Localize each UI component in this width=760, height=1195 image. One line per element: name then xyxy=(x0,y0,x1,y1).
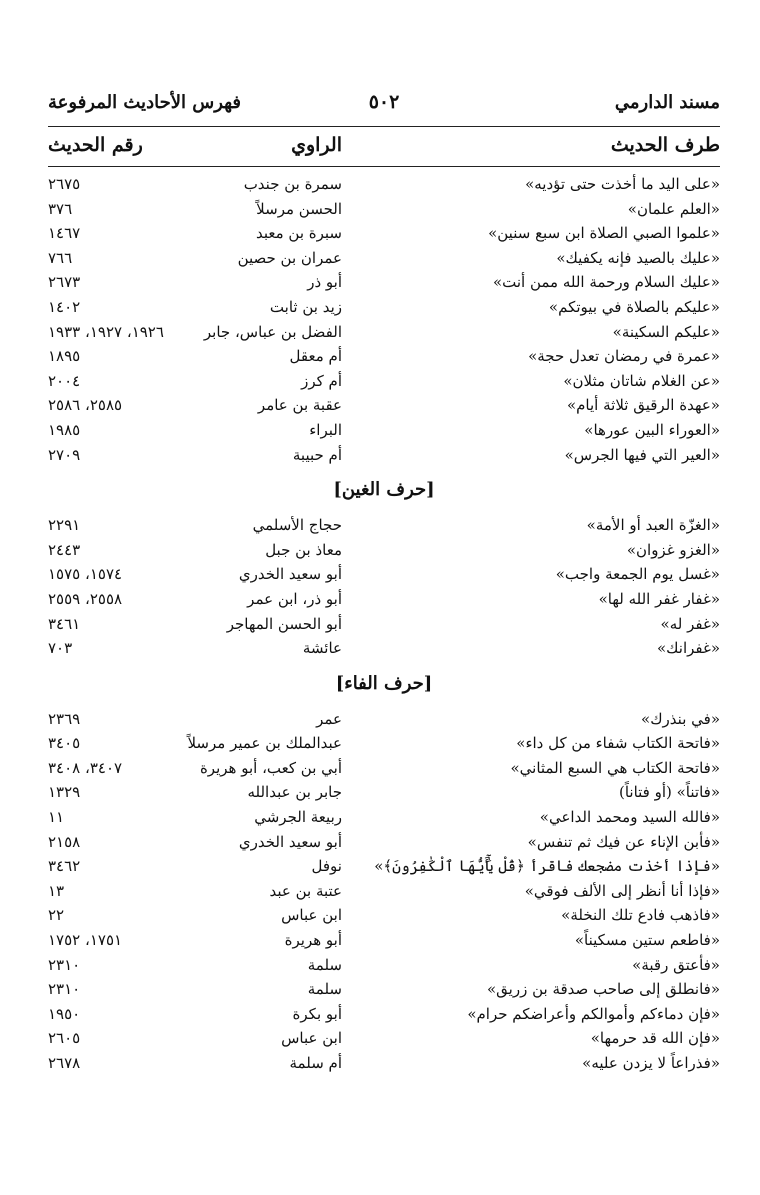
narrator-name: أم معقل xyxy=(289,347,342,366)
hadith-text: «فالله السيد ومحمد الداعي» xyxy=(539,808,720,827)
column-header-hadith: طرف الحديث xyxy=(610,134,720,156)
hadith-number: ٢٥٨٥، ٢٥٨٦ xyxy=(48,396,123,415)
hadith-number: ١٩٥٠ xyxy=(48,1004,81,1023)
narrator-name: ربيعة الجرشي xyxy=(254,808,342,827)
hadith-number: ١٤٠٢ xyxy=(48,297,81,316)
narrator-name: سبرة بن معبد xyxy=(255,224,342,243)
header-rule xyxy=(48,126,720,127)
hadith-number: ١٤٦٧ xyxy=(48,224,81,243)
narrator-name: زيد بن ثابت xyxy=(269,297,342,316)
hadith-text: «فأبن الإناء عن فيك ثم تنفس» xyxy=(527,832,720,851)
hadith-number: ١١ xyxy=(48,808,65,827)
hadith-number: ٢٧٠٩ xyxy=(48,445,81,464)
hadith-number: ٢٦٠٥ xyxy=(48,1029,81,1048)
index-row xyxy=(48,756,720,781)
index-row xyxy=(48,805,720,830)
hadith-number: ١٣٢٩ xyxy=(48,783,81,802)
hadith-number: ١٩٨٥ xyxy=(48,420,81,439)
hadith-number: ٢٤٤٣ xyxy=(48,540,81,559)
hadith-number: ٢٦٧٥ xyxy=(48,175,81,193)
hadith-text: «الغزو غزوان» xyxy=(626,540,720,559)
narrator-name: نوفل xyxy=(311,857,342,876)
narrator-name: عتبة بن عبد xyxy=(269,881,342,900)
index-row xyxy=(48,879,720,904)
index-row xyxy=(48,246,720,271)
hadith-text: «علموا الصبي الصلاة ابن سبع سنين» xyxy=(488,224,720,243)
hadith-text: «فإن الله قد حرمها» xyxy=(590,1029,720,1048)
hadith-text: «عليك السلام ورحمة الله ممن أنت» xyxy=(492,273,720,292)
hadith-text: «عليكم السكينة» xyxy=(612,322,720,341)
hadith-text: «العلم علمان» xyxy=(627,199,720,218)
hadith-number: ٣٤٠٧، ٣٤٠٨ xyxy=(48,758,123,777)
index-row xyxy=(48,172,720,197)
running-header xyxy=(48,87,720,117)
index-row xyxy=(48,344,720,369)
narrator-name: أبو هريرة xyxy=(284,931,342,950)
book-title: مسند الدارمي xyxy=(614,91,720,113)
index-row xyxy=(48,1002,720,1027)
narrator-name: الفضل بن عباس، جابر xyxy=(203,322,342,341)
narrator-name: ابن عباس xyxy=(281,906,342,925)
narrator-name: أم كرز xyxy=(301,371,342,390)
narrator-name: أبي بن كعب، أبو هريرة xyxy=(199,758,342,777)
index-row xyxy=(48,197,720,222)
narrator-name: عبدالملك بن عمير مرسلاً xyxy=(187,734,342,753)
narrator-name: ابن عباس xyxy=(281,1029,342,1048)
hadith-number: ٣٧٦ xyxy=(48,199,73,218)
narrator-name: أم حبيبة xyxy=(292,445,342,464)
hadith-number: ٣٤٠٥ xyxy=(48,734,81,753)
index-row xyxy=(48,443,720,468)
hadith-number: ٢٢٩١ xyxy=(48,516,81,535)
index-row xyxy=(48,369,720,394)
hadith-text: «فاتحة الكتاب هي السبع المثاني» xyxy=(510,758,720,777)
narrator-name: عمران بن حصين xyxy=(237,248,342,267)
hadith-number: ٣٤٦١ xyxy=(48,614,81,633)
hadith-number: ٢٦٧٨ xyxy=(48,1054,81,1072)
hadith-number: ٢٣٦٩ xyxy=(48,709,81,728)
narrator-name: معاذ بن جبل xyxy=(265,540,342,559)
hadith-number: ٧٦٦ xyxy=(48,248,73,267)
hadith-number: ٢٣١٠ xyxy=(48,980,81,999)
narrator-name: عقبة بن عامر xyxy=(257,396,342,415)
hadith-number: ١٣ xyxy=(48,881,65,900)
hadith-text: «عليك بالصيد فإنه يكفيك» xyxy=(556,248,720,267)
index-row xyxy=(48,587,720,612)
hadith-number: ٢٥٥٨، ٢٥٥٩ xyxy=(48,589,123,608)
index-row xyxy=(48,928,720,953)
index-row xyxy=(48,538,720,563)
column-header-narrator: الراوي xyxy=(291,134,342,156)
hadith-number: ١٧٥١، ١٧٥٢ xyxy=(48,931,123,950)
hadith-text: «عمرة في رمضان تعدل حجة» xyxy=(528,347,720,366)
hadith-text: «عهدة الرقيق ثلاثة أيام» xyxy=(566,396,720,415)
index-row xyxy=(48,513,720,538)
hadith-text: «الغزّة العبد أو الأمة» xyxy=(586,516,720,535)
hadith-text: «العير التي فيها الجرس» xyxy=(564,445,720,464)
index-row xyxy=(48,977,720,1002)
narrator-name: عائشة xyxy=(302,639,342,658)
hadith-text: «في بنذرك» xyxy=(641,709,720,728)
column-headers xyxy=(48,134,720,164)
hadith-number: ٣٤٦٢ xyxy=(48,857,81,876)
hadith-text: «فذراعاً لا يزدن عليه» xyxy=(582,1054,720,1072)
section-heading: [حرف الغين] xyxy=(333,479,435,501)
section-heading: [حرف الفاء] xyxy=(335,672,433,694)
hadith-text: «فإن دماءكم وأموالكم وأعراضكم حرام» xyxy=(467,1004,720,1023)
hadith-text: «فإذا أنا أنظر إلى الألف فوقي» xyxy=(524,881,720,900)
narrator-name: سلمة xyxy=(307,955,342,974)
hadith-text: «فاطعم ستين مسكيناً» xyxy=(574,931,720,950)
index-row xyxy=(48,636,720,661)
hadith-text: «غسل يوم الجمعة واجب» xyxy=(555,565,720,584)
narrator-name: سمرة بن جندب xyxy=(243,175,342,193)
narrator-name: أبو الحسن المهاجر xyxy=(226,614,342,633)
hadith-text: «غفر له» xyxy=(660,614,720,633)
index-row xyxy=(48,393,720,418)
hadith-number: ٢٠٠٤ xyxy=(48,371,81,390)
hadith-text: «فإذا أخذت مضجعك فاقرأ ﴿قُلْ يَٰٓأَيُّهَا ٱلْكَٰفِرُونَ﴾» xyxy=(374,857,720,876)
narrator-name: الحسن مرسلاً xyxy=(256,199,342,218)
hadith-number: ١٥٧٤، ١٥٧٥ xyxy=(48,565,123,584)
hadith-text: «فاتحة الكتاب شفاء من كل داء» xyxy=(516,734,720,753)
column-header-rule xyxy=(48,166,720,167)
hadith-number: ٧٠٣ xyxy=(48,639,73,658)
index-row xyxy=(48,854,720,879)
hadith-number: ٢١٥٨ xyxy=(48,832,81,851)
index-row xyxy=(48,830,720,855)
hadith-text: «فاذهب فادع تلك النخلة» xyxy=(561,906,720,925)
hadith-text: «غفرانك» xyxy=(656,639,720,658)
narrator-name: عمر xyxy=(316,709,342,728)
narrator-name: أبو سعيد الخدري xyxy=(238,565,342,584)
column-header-number: رقم الحديث xyxy=(48,134,143,156)
index-entries xyxy=(48,172,720,1076)
narrator-name: سلمة xyxy=(307,980,342,999)
narrator-name: أبو سعيد الخدري xyxy=(238,832,342,851)
narrator-name: البراء xyxy=(309,420,342,439)
index-row xyxy=(48,418,720,443)
hadith-text: «غفار غفر الله لها» xyxy=(598,589,720,608)
narrator-name: حجاج الأسلمي xyxy=(252,516,342,535)
hadith-text: «فأعتق رقبة» xyxy=(632,955,720,974)
index-row xyxy=(48,295,720,320)
index-row xyxy=(48,953,720,978)
index-row xyxy=(48,562,720,587)
index-row xyxy=(48,707,720,732)
narrator-name: جابر بن عبدالله xyxy=(247,783,342,802)
index-row xyxy=(48,320,720,345)
narrator-name: أبو ذر xyxy=(307,273,342,292)
hadith-number: ١٩٢٦، ١٩٢٧، ١٩٣٣ xyxy=(48,322,164,341)
index-row xyxy=(48,270,720,295)
narrator-name: أبو بكرة xyxy=(292,1004,342,1023)
index-row xyxy=(48,221,720,246)
hadith-text: «العوراء البين عورها» xyxy=(584,420,720,439)
hadith-number: ٢٣١٠ xyxy=(48,955,81,974)
index-row xyxy=(48,612,720,637)
hadith-number: ٢٢ xyxy=(48,906,65,925)
index-row xyxy=(48,780,720,805)
index-row xyxy=(48,1026,720,1051)
index-title: فهرس الأحاديث المرفوعة xyxy=(48,91,242,113)
hadith-text: «فاتناً» (أو فتاناً) xyxy=(618,783,720,802)
narrator-name: أم سلمة xyxy=(289,1054,342,1072)
hadith-text: «عليكم بالصلاة في بيوتكم» xyxy=(548,297,720,316)
hadith-number: ١٨٩٥ xyxy=(48,347,81,366)
page-number: ٥٠٢ xyxy=(368,91,400,113)
hadith-text: «عن الغلام شاتان مثلان» xyxy=(563,371,720,390)
narrator-name: أبو ذر، ابن عمر xyxy=(247,589,342,608)
hadith-number: ٢٦٧٣ xyxy=(48,273,81,292)
index-row xyxy=(48,903,720,928)
hadith-text: «على اليد ما أخذت حتى تؤديه» xyxy=(525,175,720,193)
index-row xyxy=(48,1051,720,1076)
index-row xyxy=(48,731,720,756)
hadith-text: «فانطلق إلى صاحب صدقة بن زريق» xyxy=(486,980,720,999)
